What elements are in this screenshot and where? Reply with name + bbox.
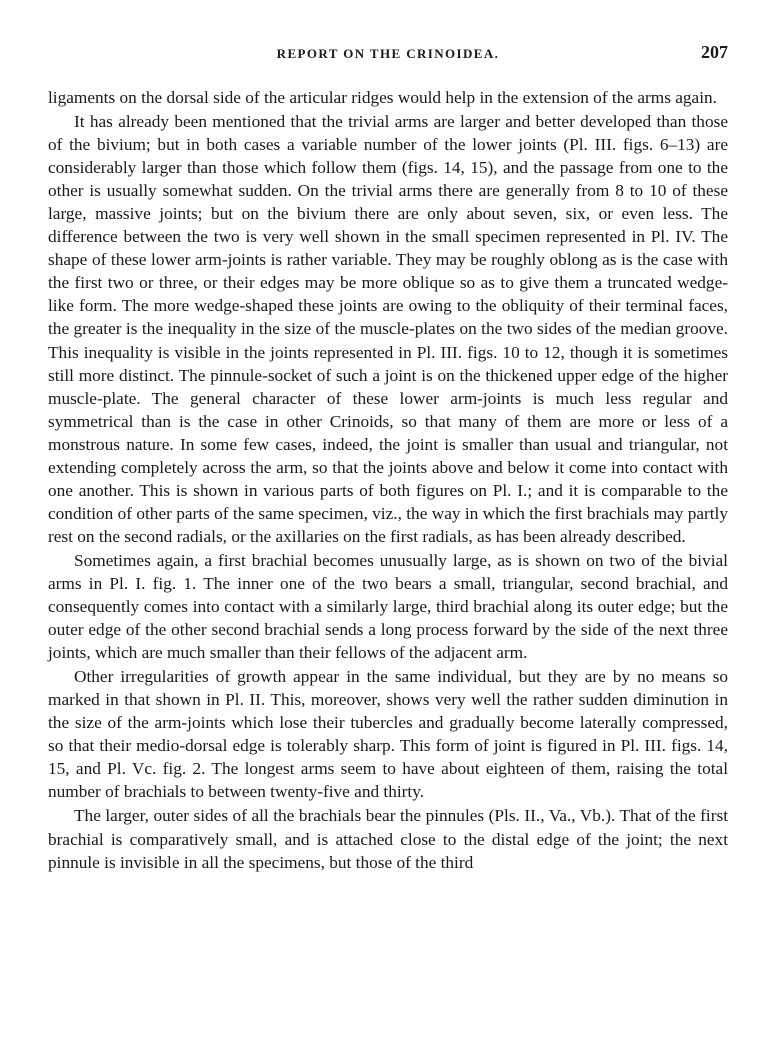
running-title: REPORT ON THE CRINOIDEA.: [276, 46, 500, 61]
paragraph-arm-joints: It has already been mentioned that the trivial arms are larger and better developed than those of the bivium; but in both cases a variable number of the lower joints (Pl. III. figs. 6–13) are considerably larger than those which follow them (figs. 14, 15), and the passage from one to the other is usually somewhat sudden. On the trivial arms there are generally from 8 to 10 of these large, massive joints; but on the bivium there are only about seven, six, or even less. The difference between the two is very well shown in the small specimen represented in Pl. IV. The shape of these lower arm-joints is rather variable. They may be roughly oblong as is the case with the first two or three, or their edges may be more oblique so as to give them a truncated wedge-like form. The more wedge-shaped these joints are owing to the obliquity of their terminal faces, the greater is the inequality in the size of the muscle-plates on the two sides of the median groove. This inequality is visible in the joints represented in Pl. III. figs. 10 to 12, though it is sometimes still more distinct. The pinnule-socket of such a joint is on the thickened upper edge of the higher muscle-plate. The general character of these lower arm-joints is much less regular and symmetrical than is the case in other Crinoids, so that many of them are more or less of a monstrous nature. In some few cases, indeed, the joint is smaller than usual and triangular, not extending completely across the arm, so that the joints above and below it come into contact with one another. This is shown in various parts of both figures on Pl. I.; and it is comparable to the condition of other parts of the same specimen, viz., the way in which the first brachials may partly rest on the second radials, or the axillaries on the first radials, as has been already described.: [48, 112, 728, 546]
document-page: [48, 40, 728, 874]
paragraph-continued: ligaments on the dorsal side of the articular ridges would help in the extension of the arms again.: [48, 88, 717, 107]
page-header: [48, 40, 728, 70]
paragraph-irregularities: Other irregularities of growth appear in the same individual, but they are by no means so marked in that shown in Pl. II. This, moreover, shows very well the rather sudden diminution in the size of the arm-joints which lose their tubercles and gradually become laterally compressed, so that their medio-dorsal edge is tolerably sharp. This form of joint is figured in Pl. III. figs. 14, 15, and Pl. Vc. fig. 2. The longest arms seem to have about eighteen of them, raising the total number of brachials to between twenty-five and thirty.: [48, 667, 728, 802]
body-text: [48, 86, 728, 874]
paragraph-first-brachial: Sometimes again, a first brachial becomes unusually large, as is shown on two of the bivial arms in Pl. I. fig. 1. The inner one of the two bears a small, triangular, second brachial, and consequently comes into contact with a similarly large, third brachial along its outer edge; but the outer edge of the other second brachial sends a long process forward by the side of the next three joints, which are much smaller than their fellows of the adjacent arm.: [48, 550, 728, 663]
page-number: 207: [701, 42, 728, 62]
paragraph-pinnules: The larger, outer sides of all the brachials bear the pinnules (Pls. II., Va., Vb.). That of the first brachial is comparatively small, and is attached close to the distal edge of the joint; the next pinnule is invisible in all the specimens, but those of the third: [48, 806, 728, 872]
